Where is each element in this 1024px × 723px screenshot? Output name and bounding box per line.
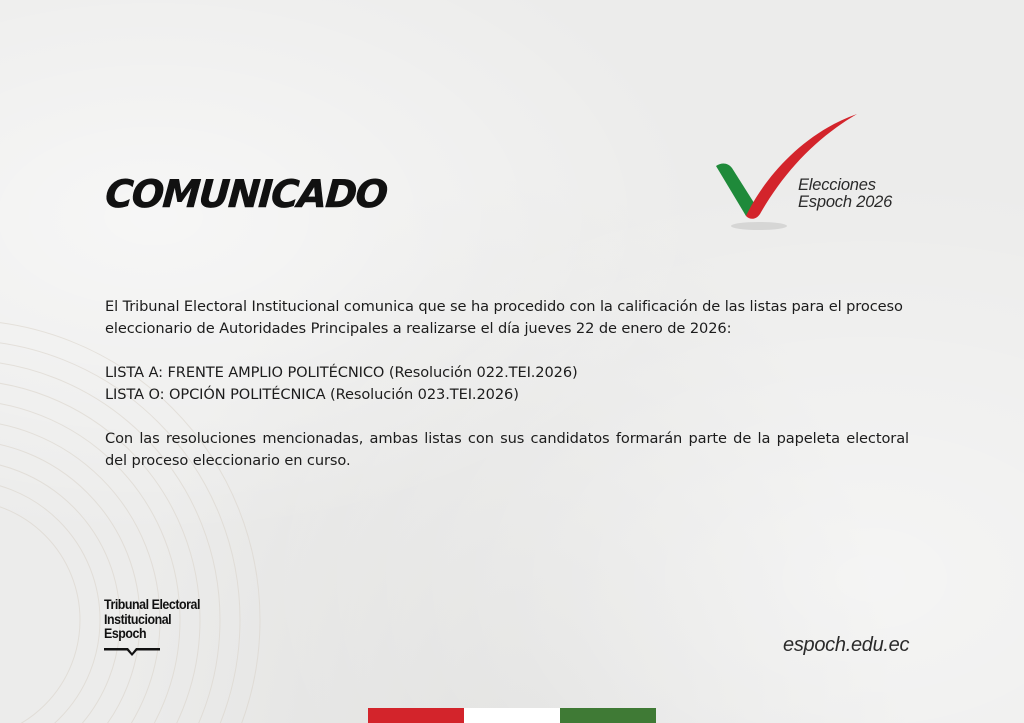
website-link[interactable]: espoch.edu.ec <box>783 634 910 656</box>
tribunal-line-1: Tribunal Electoral <box>104 597 200 612</box>
tribunal-line-3: Espoch <box>104 626 147 641</box>
list-o: LISTA O: OPCIÓN POLITÉCNICA (Resolución 023.TEI.2026) <box>105 386 519 403</box>
logo-text <box>798 177 892 211</box>
intro-paragraph: El Tribunal Electoral Institucional comunica que se ha procedido con la calificación de las listas para el proceso eleccionario de Autoridades Principales a realizarse el día jueves 22 de enero de 2026: <box>105 298 903 337</box>
list-a: LISTA A: FRENTE AMPLIO POLITÉCNICO (Resolución 022.TEI.2026) <box>105 364 578 381</box>
flag-green <box>560 708 656 723</box>
announcement-body <box>105 296 909 472</box>
closing-paragraph: Con las resoluciones mencionadas, ambas listas con sus candidatos formarán parte de la papeleta electoral del proceso eleccionario en curso. <box>105 430 909 469</box>
tribunal-logo <box>104 598 208 642</box>
book-icon <box>104 646 160 656</box>
candidate-lists <box>105 362 909 406</box>
page-title: COMUNICADO <box>104 172 389 216</box>
checkmark-icon <box>712 110 872 235</box>
flag-white <box>464 708 560 723</box>
flag-red <box>368 708 464 723</box>
logo-line-espoch-2026: Espoch 2026 <box>798 193 893 211</box>
flag-stripe <box>368 708 656 723</box>
tribunal-line-2: Institucional <box>104 611 172 627</box>
logo-line-elecciones: Elecciones <box>798 176 876 194</box>
elecciones-logo <box>712 110 912 235</box>
